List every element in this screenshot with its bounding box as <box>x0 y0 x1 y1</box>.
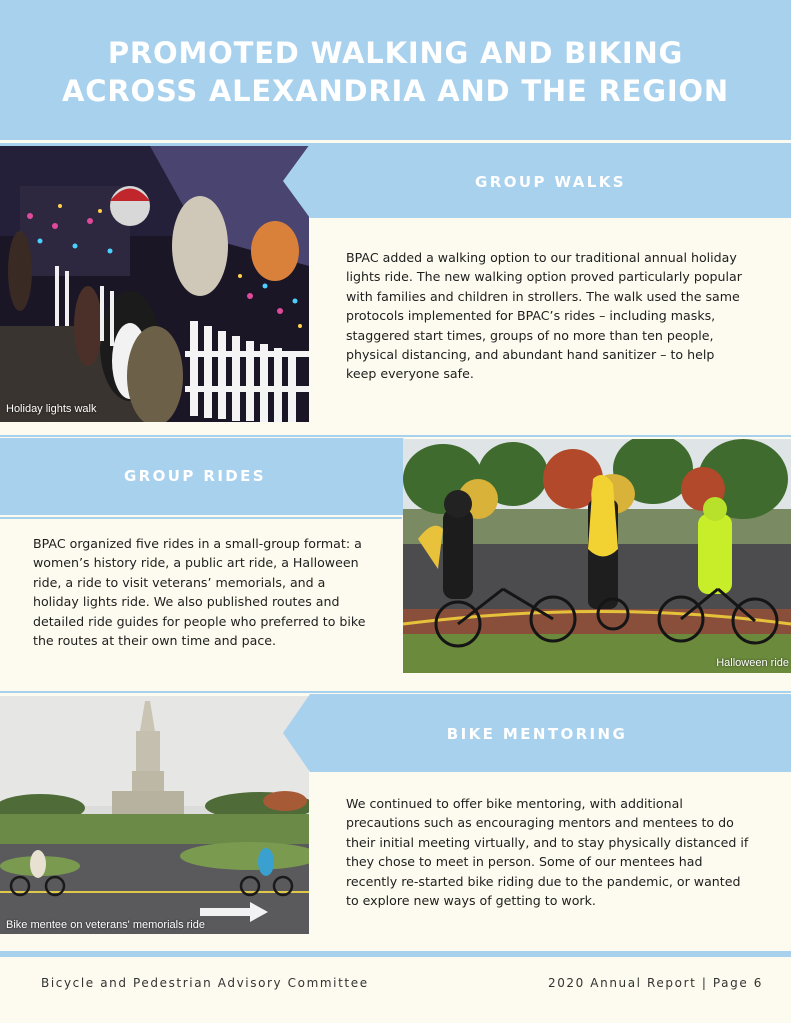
halloween-ride-photo <box>403 439 791 673</box>
photo-caption: Bike mentee on veterans' memorials ride <box>6 919 205 931</box>
section-heading-group-rides: GROUP RIDES <box>123 467 267 485</box>
holiday-lights-walk-photo <box>0 146 309 422</box>
footer-page-info: 2020 Annual Report | Page 6 <box>547 976 763 990</box>
group-rides-text: BPAC organized five rides in a small-group format: a women’s history ride, a public art ride, a Halloween ride, a ride to visit veterans’ memorials, and a holiday lights ride. We also published routes and detailed ride guides for people who preferred to bike the routes at their own time and pace. <box>33 536 366 649</box>
photo-caption: Holiday lights walk <box>6 403 97 415</box>
page-header <box>0 0 791 140</box>
group-walks-text: BPAC added a walking option to our traditional annual holiday lights ride. The new walking option proved particularly popular with families and children in strollers. The walk used the same protocols implemented for BPAC’s rides – including masks, staggered start times, groups of no more than ten people, physical distancing, and abundant hand sanitizer – to help keep everyone safe. <box>346 250 742 382</box>
section-heading-group-walks: GROUP WALKS <box>475 173 626 191</box>
page-title-line-2: ACROSS ALEXANDRIA AND THE REGION <box>62 74 729 108</box>
page-title <box>0 34 791 110</box>
section-divider <box>0 691 791 693</box>
page-title-line-1: PROMOTED WALKING AND BIKING <box>107 36 684 70</box>
footer-organization: Bicycle and Pedestrian Advisory Committee <box>41 976 369 990</box>
section-heading-bike-mentoring: BIKE MENTORING <box>446 725 628 743</box>
bike-mentoring-text: We continued to offer bike mentoring, with additional precautions such as encouraging mentors and mentees to do their initial meeting virtually, and to stay physically distanced if they chose to meet in person. Some of our mentees had recently re-started bike riding due to the pandemic, or wanted to explore new ways of getting to work. <box>346 796 749 909</box>
footer-divider <box>0 951 791 957</box>
photo-caption: Halloween ride <box>716 657 789 669</box>
bike-mentee-photo <box>0 696 309 934</box>
group-rides-banner <box>0 438 430 515</box>
bike-mentoring-banner <box>283 694 791 772</box>
group-walks-banner <box>283 144 791 222</box>
section-divider <box>0 517 402 519</box>
section-divider <box>0 435 791 437</box>
